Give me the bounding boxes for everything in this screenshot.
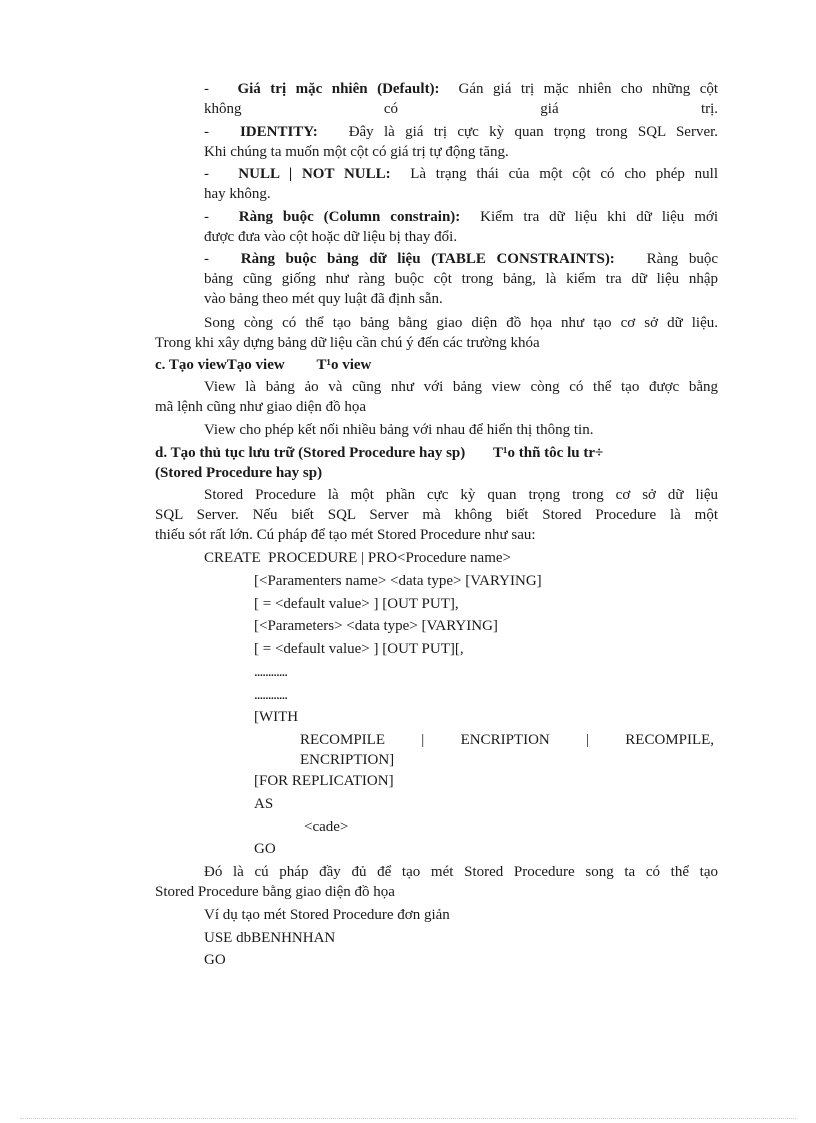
code-line-4: [ = <default value> ] [OUT PUT][, xyxy=(254,641,464,657)
code-recompile: RECOMPILE | ENCRIPTION | RECOMPILE, xyxy=(300,732,715,748)
code-for-replication: [FOR REPLICATION] xyxy=(254,773,394,789)
section-c-p2: View cho phép kết nối nhiều bảng với nhau để hiển thị thông tin. xyxy=(204,422,594,438)
code-recompile-cont: ENCRIPTION] xyxy=(300,752,395,768)
code-dots-1: ............ xyxy=(254,664,287,680)
code-create: CREATE PROCEDURE | PRO<Procedure name> xyxy=(204,550,511,566)
code-dots-2: ............ xyxy=(254,687,287,703)
code-go: GO xyxy=(254,841,276,857)
code-line-2: [ = <default value> ] [OUT PUT], xyxy=(254,596,459,612)
section-d-p1-line1: Stored Procedure là một phần cực kỳ quan trọng trong cơ sở dữ liệu xyxy=(204,487,718,503)
bullet-column-constrain: - Ràng buộc (Column constrain): Kiểm tra dữ liệu khi dữ liệu mới xyxy=(204,209,719,225)
section-c-p1-line1: View là bảng ảo và cũng như với bảng view còng có thể tạo được bằng xyxy=(204,379,718,395)
code-with: [WITH xyxy=(254,709,299,725)
bullet-table-constraints-cont2: vào bảng theo mét quy luật đã định sẵn. xyxy=(204,291,443,307)
bullet-default-cont: không có giá trị. xyxy=(204,101,719,117)
bullet-default: - Giá trị mặc nhiên (Default): Gán giá trị mặc nhiên cho những cột xyxy=(204,81,719,97)
section-d-heading-line2: (Stored Procedure hay sp) xyxy=(155,465,323,481)
page-bottom-rule xyxy=(20,1118,796,1119)
bullet-null: - NULL | NOT NULL: Là trạng thái của một cột có cho phép null xyxy=(204,166,718,182)
bullet-identity-cont: Khi chúng ta muốn một cột có giá trị tự động tăng. xyxy=(204,144,509,160)
para-gui-line2: Trong khi xây dựng bảng dữ liệu cần chú ý đến các trường khóa xyxy=(155,335,540,351)
closing-line2: Stored Procedure bằng giao diện đồ họa xyxy=(155,884,395,900)
code-cade: <cade> xyxy=(304,819,349,835)
code-line-3: [<Parameters> <data type> [VARYING] xyxy=(254,618,498,634)
bullet-column-constrain-cont: được đưa vào cột hoặc dữ liệu bị thay đổi. xyxy=(204,229,458,245)
bullet-table-constraints: - Ràng buộc bảng dữ liệu (TABLE CONSTRAINTS): Ràng buộc xyxy=(204,251,719,267)
section-d-heading: d. Tạo thủ tục lưu trữ (Stored Procedure hay sp) T¹o thñ tôc lu tr÷ xyxy=(155,445,604,461)
bullet-table-constraints-cont: bảng cũng giống như ràng buộc cột trong bảng, là kiểm tra dữ liệu nhập xyxy=(204,271,718,287)
closing-line1: Đó là cú pháp đầy đủ để tạo mét Stored Procedure song ta có thể tạo xyxy=(204,864,718,880)
section-c-p1-line2: mã lệnh cũng như giao diện đồ họa xyxy=(155,399,366,415)
bullet-null-cont: hay không. xyxy=(204,186,271,202)
closing-use: USE dbBENHNHAN xyxy=(204,930,336,946)
closing-go: GO xyxy=(204,952,226,968)
section-d-p1-line3: thiếu sót rất lớn. Cú pháp để tạo mét Stored Procedure như sau: xyxy=(155,527,536,543)
bullet-identity: - IDENTITY: Đây là giá trị cực kỳ quan trọng trong SQL Server. xyxy=(204,124,719,140)
closing-example: Ví dụ tạo mét Stored Procedure đơn giản xyxy=(204,907,450,923)
section-c-heading: c. Tạo viewTạo view T¹o view xyxy=(155,357,372,373)
section-d-p1-line2: SQL Server. Nếu biết SQL Server mà không biết Stored Procedure là một xyxy=(155,507,718,523)
code-line-1: [<Paramenters name> <data type> [VARYING] xyxy=(254,573,542,589)
para-gui-line1: Song còng có thể tạo bảng bằng giao diện đồ họa như tạo cơ sở dữ liệu. xyxy=(204,315,718,331)
code-as: AS xyxy=(254,796,274,812)
